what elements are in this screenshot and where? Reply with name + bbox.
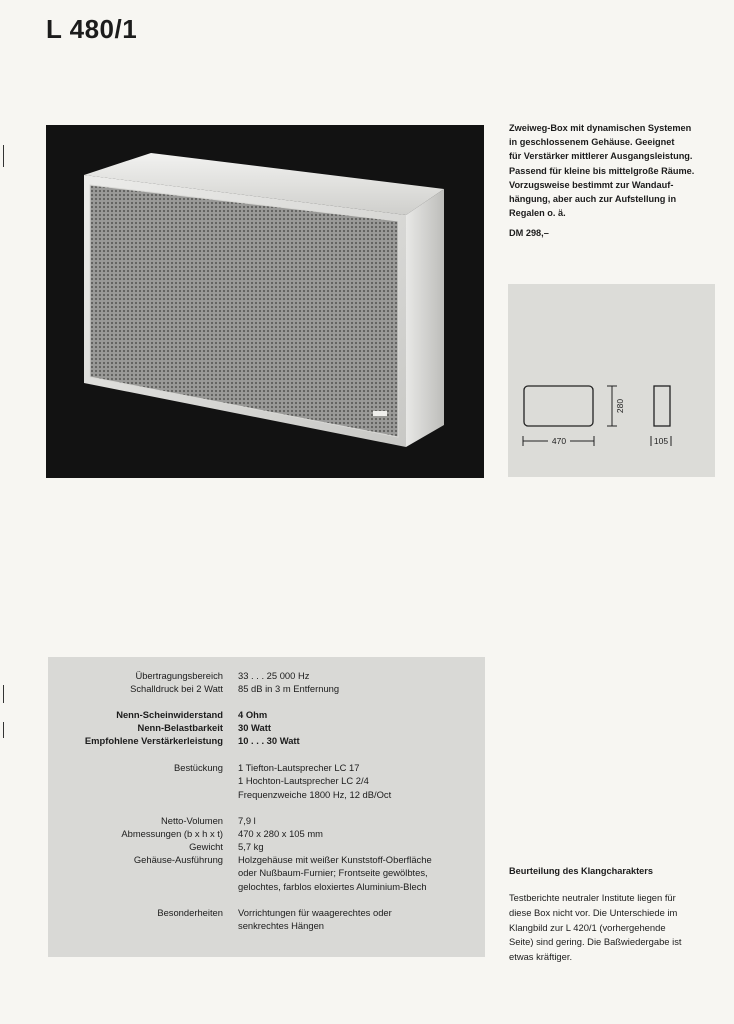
- spec-value: 470 x 280 x 105 mm: [238, 828, 323, 839]
- height-label: 280: [615, 398, 625, 414]
- spec-value-line: Holzgehäuse mit weißer Kunststoff-Oberfläche: [238, 854, 432, 865]
- spec-label: Empfohlene Verstärkerleistung: [84, 735, 223, 746]
- spec-value: 30 Watt: [238, 722, 271, 733]
- dimension-drawing: [508, 284, 715, 477]
- spec-label: Bestückung: [174, 762, 223, 773]
- spec-label: Gewicht: [189, 841, 223, 852]
- description-line: Zweiweg-Box mit dynamischen Systemen: [509, 123, 692, 133]
- judgement-line: Klangbild zur L 420/1 (vorhergehende: [509, 921, 666, 933]
- spec-value-line: gelochtes, farblos eloxiertes Aluminium-Blech: [238, 880, 427, 892]
- speaker-photo: [46, 125, 484, 478]
- binding-mark: [3, 145, 4, 167]
- description-line: in geschlossenem Gehäuse. Geeignet: [509, 137, 675, 148]
- spec-label: Netto-Volumen: [160, 815, 223, 826]
- spec-value: [238, 906, 392, 933]
- spec-label: Übertragungsbereich: [135, 670, 223, 681]
- spec-label: Besonderheiten: [157, 907, 223, 918]
- width-label: 470: [551, 436, 567, 446]
- spec-value: 7,9 l: [238, 815, 256, 826]
- spec-value-line: 1 Hochton-Lautsprecher LC 2/4: [238, 775, 369, 787]
- spec-value: [238, 853, 432, 893]
- description-line: hängung, aber auch zur Aufstellung in: [509, 194, 677, 205]
- side-view: [654, 386, 670, 426]
- spec-value: 10 . . . 30 Watt: [238, 735, 300, 746]
- binding-mark: [3, 722, 4, 738]
- price: DM 298,–: [509, 228, 549, 238]
- front-view: [524, 386, 593, 426]
- spec-value: 5,7 kg: [238, 841, 264, 852]
- spec-label: Schalldruck bei 2 Watt: [130, 683, 223, 694]
- product-description: [509, 121, 714, 220]
- spec-value: 4 Ohm: [238, 709, 268, 720]
- page-title: L 480/1: [46, 14, 138, 44]
- spec-label: Nenn-Belastbarkeit: [137, 722, 223, 733]
- description-line: Passend für kleine bis mittelgroße Räume.: [509, 165, 695, 176]
- judgement-heading: Beurteilung des Klangcharakters: [509, 866, 653, 876]
- description-line: Regalen o. ä.: [509, 208, 566, 219]
- spec-value-line: senkrechtes Hängen: [238, 920, 324, 932]
- spec-value-line: Vorrichtungen für waagerechtes oder: [238, 907, 392, 918]
- spec-value-line: 1 Tiefton-Lautsprecher LC 17: [238, 762, 360, 773]
- spec-value: 33 . . . 25 000 Hz: [238, 670, 310, 681]
- judgement-line: Testberichte neutraler Institute liegen für: [509, 892, 676, 903]
- judgement-text: [509, 891, 714, 965]
- spec-table: [48, 657, 485, 957]
- judgement-line: etwas kräftiger.: [509, 951, 573, 963]
- spec-label: Nenn-Scheinwiderstand: [116, 709, 223, 720]
- description-line: Vorzugsweise bestimmt zur Wandauf-: [509, 179, 674, 190]
- judgement-line: Seite) sind gering. Die Baßwiedergabe ist: [509, 936, 682, 948]
- spec-value: 85 dB in 3 m Entfernung: [238, 683, 340, 694]
- description-line: für Verstärker mittlerer Ausgangsleistung.: [509, 151, 693, 162]
- spec-value-line: Frequenzweiche 1800 Hz, 12 dB/Oct: [238, 788, 392, 800]
- spec-value: [238, 761, 391, 801]
- depth-label: 105: [653, 436, 669, 446]
- judgement-line: diese Box nicht vor. Die Unterschiede im: [509, 906, 678, 918]
- spec-label: Abmessungen (b x h x t): [121, 828, 223, 839]
- spec-value-line: oder Nußbaum-Furnier; Frontseite gewölbtes,: [238, 867, 428, 879]
- spec-label: Gehäuse-Ausführung: [133, 854, 223, 865]
- binding-mark: [3, 685, 4, 703]
